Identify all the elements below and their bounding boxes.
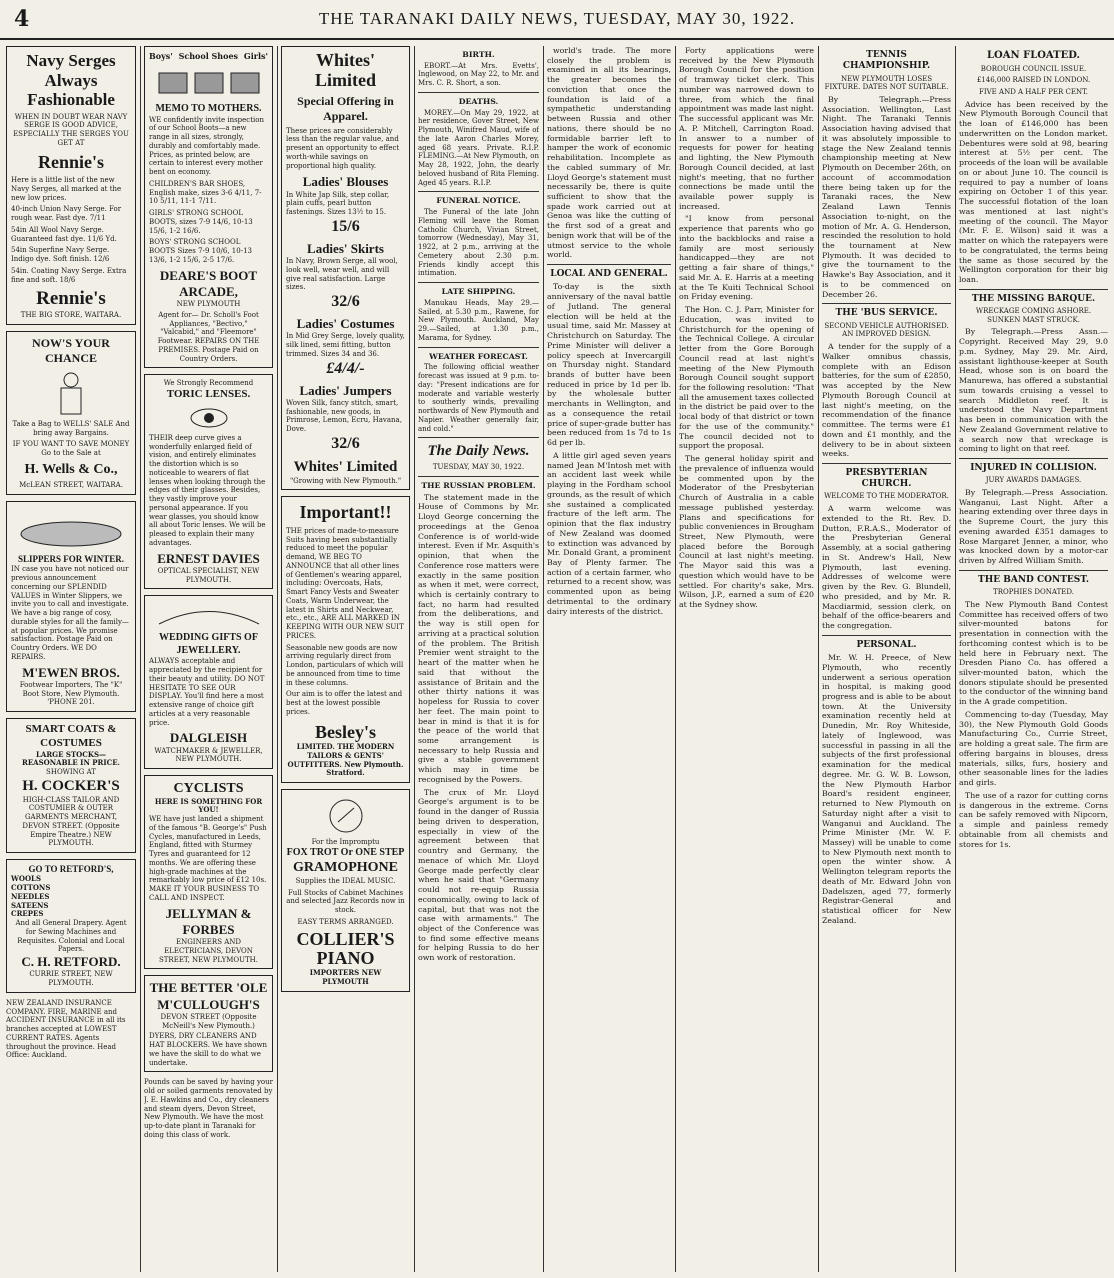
newspaper-header <box>0 0 1114 40</box>
ad-body: DYERS, DRY CLEANERS AND HAT BLOCKERS. We have shown we have the skill to do what we undertake. <box>149 1032 267 1067</box>
rennies-ad <box>6 46 136 325</box>
section-heading: THE BAND CONTEST. <box>978 574 1089 585</box>
ad-list-item: CREPES <box>11 909 44 919</box>
column-rule <box>277 46 278 1272</box>
section-heading: LOCAL AND GENERAL. <box>550 269 668 280</box>
ernest-davies-ad <box>144 374 273 589</box>
ad-title: Important!! <box>299 502 392 523</box>
section-heading: DEATHS. <box>458 96 499 106</box>
shoe-brand-labels <box>149 51 268 61</box>
ad-list-item: SATEENS <box>11 900 49 910</box>
section-subheading: JURY AWARDS DAMAGES. <box>985 476 1082 485</box>
divider <box>959 458 1108 459</box>
insurance-notice: NEW ZEALAND INSURANCE COMPANY. FIRE, MARINE and ACCIDENT INSURANCE in all its branches accepted at LOWEST CURRENT RATES. Agents throughout the province. Head Office: Auckland. <box>6 998 126 1060</box>
section-heading: LATE SHIPPING. <box>441 287 516 297</box>
divider <box>822 635 951 636</box>
ad-sub: "Growing with New Plymouth." <box>289 476 402 485</box>
ad-title: THE BETTER 'OLE <box>149 980 268 996</box>
ad-body: Agent for— Dr. Scholl's Foot Appliances, "Bectivo," "Valcabid," and "Fleemore" Footwear. REPAIRS ON THE PREMISES. Postage Paid on Country Orders. <box>157 310 260 363</box>
colliers-ad <box>281 789 410 992</box>
editorial-text: world's trade. The more closely the problem is examined in all its bearings, the greater becomes the conviction that once the foundation is laid of a sympathetic understanding between Russia and other nations, there should be no formidable barrier left to hamper the work of economic rehabilitation. Incomplete as the cabled summary of Mr. Lloyd George's statement must necessarily be, there is quite sufficient to show that the spade work carried out at Genoa was like the cutting of the first sod of a great and benign work that will be of the utmost service to the whole world. <box>547 46 671 260</box>
ad-body: Supplies the IDEAL MUSIC. <box>295 876 396 885</box>
section-subheading: FIVE AND A HALF PER CENT. <box>979 88 1088 96</box>
article-text: Advice has been received by the New Plymouth Borough Council that the loan of £146,000 has been underwritten on the London market. Debentures were sold at 98, bearing interest at 5½ per cent. The proceeds of the loan will be available on or about June 10. The council is required to pay a number of loans expiring on October 1 of this year. The successful flotation of the loan was mentioned at last night's meeting of the council. The Mayor (Mr. F. E. Wilson) said it was a matter on which the ratepayers were to be congratulated, the terms being the same as those secured by the Wellington corporation for their big loan. <box>959 99 1108 284</box>
product-desc: In White Jap Silk, step collar, plain cuffs, pearl button fastenings. Sizes 13½ to 15. <box>286 190 390 217</box>
slipper-illustration-icon <box>16 510 126 550</box>
ad-title: CYCLISTS <box>173 781 244 796</box>
section-heading: PRESBYTERIAN CHURCH. <box>845 467 928 490</box>
ad-sub: WATCHMAKER & JEWELLER, NEW PLYMOUTH. <box>154 746 263 764</box>
product-price: £4/4/- <box>326 359 365 377</box>
cockers-ad <box>6 718 136 853</box>
ad-sub: Footwear Importers, The "K" Boot Store, New Plymouth. 'PHONE 201. <box>19 680 123 707</box>
section-subheading: SECOND VEHICLE AUTHORISED. AN IMPROVED DESIGN. <box>824 321 949 339</box>
ad-body: IN case you have not noticed our previous announcement concerning our SPLENDID VALUES in Winter Slippers, we invite you to call and investigate. We have a big range of cosy, durable styles for all the family—at popular prices. We promise satisfaction. Postage Paid on Country Orders. WE DO REPAIRS. <box>11 565 129 661</box>
ad-body: Our aim is to offer the latest and best at the lowest possible prices. <box>286 690 403 716</box>
besley-ad <box>281 496 410 783</box>
ad-title: GRAMOPHONE <box>293 860 398 876</box>
ad-brand: M'CULLOUGH'S <box>157 996 260 1012</box>
divider <box>822 463 951 464</box>
section-heading: THE MISSING BARQUE. <box>971 293 1096 304</box>
product-title: Ladies' Costumes <box>296 316 395 332</box>
article-text: To-day is the sixth anniversary of the naval battle of Jutland. The general election will be held at the usual time, said Mr. Massey at Christchurch on Saturday. The Prime Minister will deliver a policy speech at Invercargill on Thursday night. Standard brands of butter have been reduced in price by 1d per lb. by the wholesale butter merchants in Wellington, and as a consequence the retail price of super-grade butter has been reduced from 1s 7d to 1s 6d per lb. <box>547 282 671 448</box>
article-text: A warm welcome was extended to the Rt. Rev. D. Dutton, F.R.A.S., Moderator of the Presbyterian General Assembly, at a social gathering in St. Andrew's Hall, New Plymouth, last evening. Addresses of welcome were given by the Rev. G. Blundell, who presided, and by Mr. R. Macdiarmid, session clerk, on behalf of the office-bearers and the congregation. <box>822 504 951 631</box>
section-subheading: WRECKAGE COMING ASHORE. SUNKEN MAST STRUCK. <box>975 306 1092 324</box>
ad-list-item: COTTONS <box>11 883 51 893</box>
column-rule <box>675 46 676 1272</box>
ad-body: And all General Drapery. Agent for Sewing Machines and Requisites. Colonial and Local Papers. <box>15 919 127 954</box>
section-subheading: NEW PLYMOUTH LOSES FIXTURE. DATES NOT SUITABLE. <box>824 74 949 92</box>
article-text: The use of a razor for cutting corns is dangerous in the extreme. Corns can be safely removed with Nipcorn, a simple and painless remedy obtainable from all chemists and stores for 1s. <box>959 790 1108 849</box>
ad-title: Special Offering in Apparel. <box>297 93 394 123</box>
article-text: The Hon. C. J. Parr, Minister for Education, was invited to Christchurch for the opening of the Technical College. A circular letter from the Gore Borough Council read at last night's meeting of the New Plymouth Borough Council sought support for the following resolution: "That all the amusement taxes collected in the district be paid over to the local body of that district or town for the use of the community." The council decided not to support the proposal. <box>679 305 814 451</box>
article-text: Mr. W. H. Preece, of New Plymouth, who recently underwent a serious operation in hospital, is making good progress and is able to be about town. At the University examination recently held at Dunedin, Mr. Roy Whiteside, lately of Inglewood, was successful in passing in all the subjects of the first professional examination for the medical degree. Mr. G. W. B. Lowson, the New Plymouth Harbor Board's resident engineer, returned to New Plymouth on Saturday night after a visit to Wanganui and Auckland. The Prime Minister (Mr. W. F. Massey) will be unable to come to New Plymouth next month to open the winter show. A Wellington telegram reports the death of Mr. Edward John von Dadelszen, aged 77, formerly Registrar-General and statistical officer for New Zealand. <box>822 653 951 925</box>
whites-ad <box>281 46 410 490</box>
ad-intro: For the Impromptu <box>311 838 380 847</box>
editorial-text: The statement made in the House of Commons by Mr. Lloyd George concerning the proceedings at the Genoa Conference is of world-wide interest. Even if Mr. Asquith's opinion, that when the Conference rose matters were exactly in the same position as when it met, were correct, which is certainly contrary to fact, no harm had resulted from the deliberations, and the way is still open for arriving at a practical solution of the problem. The British Premier went straight to the heart of the matter when he said that without the assistance of Britain and the other thirty nations it was hopeless for Russia to cover her feet. The main point to bear in mind is that it is for the peace of the world that some arrangement is necessary to help Russia and give a stable government which may in time be recognised by the Powers. <box>418 492 539 784</box>
article-text: Commencing to-day (Tuesday, May 30), the New Plymouth Gold Goods Manufacturing Co., Currie Street, are holding a great sale. The firm are offering bargains in blouses, dress materials, silks, furs, hosiery and other seasonable lines for the ladies and girls. <box>959 709 1108 788</box>
ad-body: WE confidently invite inspection of our School Boots—a new range in all sizes, strongly, durably and comfortably made. Prices, as printed below, are certain to interest every mother bent on economy. <box>149 115 264 176</box>
column-rule <box>543 46 544 1272</box>
ad-brand: DEARE'S BOOT ARCADE, <box>159 267 258 299</box>
ad-body: ALWAYS acceptable and appreciated by the recipient for their beauty and utility. DO NOT HESITATE TO SEE OUR DISPLAY. You'll find here a most extensive range of choice gift articles at a very reasonable price. <box>149 657 265 727</box>
notice-text: EBORT.—At Mrs. Evetts', Inglewood, on May 22, to Mr. and Mrs. C. R. Short, a son. <box>418 61 539 88</box>
ad-sub: SHOWING AT <box>46 768 96 777</box>
editorial-masthead: The Daily News. <box>427 443 530 460</box>
article-text: By Telegraph.—Press Association. Wanganui, Last Night. After a hearing extending over three days in the Supreme Court, the jury this evening awarded £351 damages to Rose Margaret Jenner, a minor, who was knocked down by a motor-car driven by Alfred William Smith. <box>959 488 1108 566</box>
article-text: By Telegraph.—Press Association. Wellington, Last Night. The Taranaki Tennis Association having advised that it was absolutely impossible to stage the New Zealand tennis championship meeting at New Plymouth on December 26th, on account of accommodation there being taken up for the Taranaki races, the New Zealand Lawn Tennis Association to-night, on the motion of Mr. A. G. Henderson, rescinded the resolution to hold the tournament at New Plymouth. It was decided to give the tournament to the Hawke's Bay Association, and it is to be commenced on December 26. <box>822 95 951 299</box>
divider <box>418 92 539 93</box>
section-heading: THE 'BUS SERVICE. <box>835 308 938 319</box>
ad-sub: HERE IS SOMETHING FOR YOU! <box>154 796 263 815</box>
divider <box>418 347 539 348</box>
ad-intro: We Strongly Recommend <box>163 379 254 388</box>
ad-brand: Rennie's <box>37 151 104 172</box>
ad-sub: LIMITED. THE MODERN TAILORS & GENTS' OUTFITTERS. New Plymouth. Stratford. <box>287 742 404 778</box>
section-heading: LOAN FLOATED. <box>986 50 1081 61</box>
ad-item: BOYS' STRONG SCHOOL BOOTS Sizes 7-9 10/6, 10-13 13/6, 1-2 15/6, 2-5 17/6. <box>149 238 252 264</box>
section-subheading: WELCOME TO THE MODERATOR. <box>824 492 949 501</box>
divider <box>959 570 1108 571</box>
ad-list-item: NEEDLES <box>11 891 50 901</box>
ad-body: THEIR deep curve gives a wonderfully enlarged field of vision, and entirely eliminates the distortion which is so noticeable to wearers of flat lenses when looking through the edges of their glasses. Besides, they vastly improve your personal appearance. If you wear glasses, you should know all about Toric lenses. We will be pleased to explain their many advantages. <box>149 433 266 547</box>
section-subheading: TROPHIES DONATED. <box>993 588 1074 597</box>
product-price: 32/6 <box>331 434 360 452</box>
ad-brand: Besley's <box>315 721 376 742</box>
ad-body: EASY TERMS ARRANGED. <box>297 917 394 926</box>
column-7 <box>822 46 951 1272</box>
ad-title: MEMO TO MOTHERS. <box>155 103 262 114</box>
ad-body: Here is a little list of the new Navy Serges, all marked at the new low prices. <box>11 176 122 202</box>
ad-title: Navy Serges Always Fashionable <box>26 51 116 110</box>
column-5 <box>547 46 671 1272</box>
divider <box>418 437 539 438</box>
ad-brand: H. Wells & Co., <box>24 461 118 477</box>
ad-title: SLIPPERS FOR WINTER. <box>17 554 125 565</box>
notice-text: The Funeral of the late John Fleming will leave the Roman Catholic Church, Vivian Street, tomorrow (Wednesday), May 31, 1922, at 2 p.m., arriving at the Cemetery about 2.30 p.m. Friends kindly accept this intimation. <box>418 208 539 278</box>
column-6 <box>679 46 814 1272</box>
ad-sub: THE BIG STORE, WAITARA. <box>20 311 122 320</box>
ad-item: 54in. Coating Navy Serge. Extra fine and soft. 18/6 <box>11 266 127 284</box>
article-text: "I know from personal experience that parents who go into the backblocks and raise a family are most seriously handicapped—they are not getting a fair share of things," said Mr. A. E. Harris at a meeting at the Te Kuiti Technical School on Friday evening. <box>679 214 814 302</box>
section-subheading: £146,000 RAISED IN LONDON. <box>976 76 1091 85</box>
column-4 <box>418 46 539 1272</box>
ad-sub: LARGE STOCKS— REASONABLE IN PRICE. <box>22 749 120 768</box>
divider <box>418 191 539 192</box>
editorial-text: The crux of Mr. Lloyd George's argument is to be found in the danger of Russia being driven to desperation, especially in view of the agreement between that country and Germany, the menace of which Mr. Lloyd George made perfectly clear when he said that "Germany could not re-equip Russia economically, owing to lack of capital, but that was not the case with armaments." The object of the Conference was to find some effective means for helping Russia to do her own work of restoration. <box>418 787 539 963</box>
column-8 <box>959 46 1108 1272</box>
masthead: THE TARANAKI DAILY NEWS, TUESDAY, MAY 30, 1922. <box>318 9 796 28</box>
ad-brand: COLLIER'S PIANO <box>296 928 395 969</box>
ad-brand: Whites' Limited <box>293 458 398 475</box>
article-text: A tender for the supply of a Walker omnibus chassis, complete with an Edison batteries, for the sum of £2850, was accepted by the New Plymouth Borough Council at last night's meeting, on the recommendation of the finance committee. The terms were £1 down and £1 monthly, and the delivery to be in about sixteen weeks. <box>822 342 951 459</box>
ad-body: These prices are considerably less than the regular value, and present an opportunity to effect worth-while savings on proportional high quality. <box>286 126 400 170</box>
ad-item: GIRLS' STRONG SCHOOL BOOTS, sizes 7-9 14/6, 10-13 15/6, 1-2 16/6. <box>149 209 253 235</box>
ad-body: Take a Bag to WELLS' SALE And bring away Bargains. <box>12 419 130 437</box>
section-heading: FUNERAL NOTICE. <box>436 196 521 206</box>
ad-sub: IMPORTERS NEW PLYMOUTH <box>309 968 382 986</box>
ad-body: Full Stocks of Cabinet Machines and selected Jazz Records now in stock. <box>286 888 405 915</box>
article-text: The New Plymouth Band Contest Committee has received offers of two silver-mounted batons for presentation in connection with the forthcoming contest which is to be held here in February next. The Dresden Piano Co. has offered a silver-mounted baton, which the donors stipulate should be presented to the conductor of the winning band in the A grade competition. <box>959 599 1108 707</box>
column-rule <box>955 46 956 1272</box>
shoes-illustration-icon <box>154 65 264 99</box>
ad-body: IF YOU WANT TO SAVE MONEY Go to the Sale at <box>12 440 130 458</box>
column-rule <box>414 46 415 1272</box>
ad-brand: DALGLEISH <box>169 730 248 746</box>
divider <box>418 282 539 283</box>
ad-title: NOW'S YOUR CHANCE <box>32 335 110 365</box>
product-title: Ladies' Skirts <box>307 240 384 256</box>
article-text: By Telegraph.—Press Assn.—Copyright. Received May 29, 9.0 p.m. Sydney, May 29. Mr. Aird, assistant lighthouse-keeper at South Head, whose son is on board the Manurewa, has offered a substantial sum towards cruising a vessel to search Middleton reef. It is understood the Navy Department has been in communication with the New Zealand Government relative to a search now that wreckage is coming to light on that reef. <box>959 327 1108 454</box>
ad-sub: CURRIE STREET, NEW PLYMOUTH. <box>29 970 113 988</box>
ad-title: WEDDING GIFTS OF JEWELLERY. <box>159 632 258 656</box>
product-title: Ladies' Jumpers <box>299 382 392 398</box>
editorial-date: TUESDAY, MAY 30, 1922. <box>432 463 525 472</box>
ad-brand: M'EWEN BROS. <box>22 664 120 680</box>
product-price: 15/6 <box>331 217 360 235</box>
section-subheading: BOROUGH COUNCIL ISSUE. <box>980 64 1087 73</box>
section-heading: WEATHER FORECAST. <box>429 351 528 361</box>
ad-brand: JELLYMAN & FORBES <box>165 905 252 937</box>
section-heading: BIRTH. <box>462 50 495 59</box>
column-3 <box>281 46 410 1272</box>
mcewen-ad <box>6 501 136 712</box>
notice-text: Manukau Heads, May 29.—Sailed, at 5.30 p.m., Rawene, for New Plymouth. Auckland, May 29.—Sailed, at 1.30 p.m., Marama, for Sydney. <box>418 298 539 342</box>
school-shoes-label: School Shoes <box>178 51 239 61</box>
ad-item: 54in All Wool Navy Serge. Guaranteed fast dye. 11/6 Yd. <box>11 225 117 243</box>
divider <box>547 264 671 265</box>
article-text: A little girl aged seven years named Jean M'Intosh met with an accident last week while playing in the Fordham school grounds, as the result of which she sustained a complicated fracture of the left arm. The opinion that the flax industry of New Zealand was doomed to extinction was advanced by Mr. Donald Grant, a prominent Bay of Plenty farmer. The action of a certain farmer, who returned to a recent show, was commented upon as being detrimental to the ordinary dairy interests of the district. <box>547 450 671 616</box>
girls-label: Girls' <box>243 51 268 61</box>
product-desc: In Navy, Brown Serge, all wool, look well, wear well, and will give real satisfaction. Large sizes. <box>286 257 398 292</box>
ad-body: Seasonable new goods are now arriving regularly direct from London, particulars of which will be announced from time to time in these columns. <box>286 643 404 687</box>
ad-brand: ERNEST DAVIES <box>157 550 260 566</box>
deares-ad <box>144 46 273 368</box>
product-title: Ladies' Blouses <box>302 174 389 190</box>
ad-title: GO TO RETFORD'S, <box>28 864 114 875</box>
ad-sub: FOX TROT Or ONE STEP <box>286 846 405 858</box>
ad-sub: ENGINEERS AND ELECTRICIANS, DEVON STREET, NEW PLYMOUTH. <box>158 938 259 964</box>
product-desc: In Mid Grey Serge, lovely quality, silk lined, semi fitting, button trimmed. Sizes 34 and 36. <box>286 332 405 358</box>
ad-item: CHILDREN'S BAR SHOES, English make, sizes 3-6 4/11, 7-10 5/11, 11-1 7/11. <box>149 179 262 206</box>
product-price: 32/6 <box>331 293 360 311</box>
boys-label: Boys' <box>149 51 173 61</box>
ad-brand: H. COCKER'S <box>22 777 120 794</box>
jewellery-illustration-icon <box>154 604 264 628</box>
ad-list-item: WOOLS <box>11 874 42 884</box>
eye-illustration-icon <box>189 406 229 430</box>
wells-ad <box>6 331 136 495</box>
article-text: Forty applications were received by the New Plymouth Borough Council for the position of tramway ticket clerk. This number was narrowed down to three, from which the final appointment was made last night. The successful applicant was Mr. A. P. Mitchell, Carrington Road. In answer to a number of requests for power for heating and lighting, the New Plymouth Borough Council decided, at last night's meeting, that no further connections be made until the available power supply is increased. <box>679 46 814 211</box>
ad-title: TORIC LENSES. <box>166 388 251 400</box>
column-rule <box>818 46 819 1272</box>
man-illustration-icon <box>51 370 91 416</box>
article-text: The general holiday spirit and the prevalence of influenza would be commented upon by the Moderator of the Presbyterian Church of Australia in a cable message published yesterday. Plans and specifications for public conveniences in Brougham Street, New Plymouth, were placed before the Borough Council at last night's meeting. The Mayor said this was a question which would have to be settled. For charity's sake, Mrs. Wilson, J.P., earned a sum of £20 at the Sydney show. <box>679 454 814 610</box>
ad-body: THE prices of made-to-measure Suits having been substantially reduced to meet the popular demand, WE BEG TO ANNOUNCE that all other lines of Gentlemen's wearing apparel, including: Overcoats, Hats, Smart Fancy Vests and Sweater Coats, Warm Underwear, the latest in Shirts and Neckwear, etc., etc., ARE ALL MARKED IN KEEPING WITH OUR NEW SUIT PRICES. <box>286 526 404 640</box>
divider <box>959 289 1108 290</box>
retford-ad <box>6 859 136 993</box>
ad-item: 40-inch Union Navy Serge. For rough wear. Fast dye. 7/11 <box>11 205 122 223</box>
ad-brand: Whites' Limited <box>315 50 376 90</box>
divider <box>418 476 539 477</box>
ad-brand: C. H. RETFORD. <box>21 954 121 970</box>
ad-sub: McLEAN STREET, WAITARA. <box>19 481 123 490</box>
notice-text: MOREY.—On May 29, 1922, at her residence, Gover Street, New Plymouth, Winifred Maud, wife of the late Aaron Charles Morey, aged 68 years. Private. R.I.P. FLEMING.—At New Plymouth, on May 28, 1922, John, the dearly beloved husband of Rita Fleming. Aged 45 years. R.I.P. <box>418 108 539 187</box>
section-heading: INJURED IN COLLISION. <box>970 463 1097 473</box>
dalgleish-ad <box>144 595 273 769</box>
column-2 <box>144 46 273 1272</box>
ad-sub: OPTICAL SPECIALIST, NEW PLYMOUTH. <box>157 566 260 584</box>
ad-title: SMART COATS & COSTUMES <box>25 723 117 749</box>
gramophone-logo-icon <box>326 798 366 834</box>
ad-sub: HIGH-CLASS TAILOR AND COSTUMIER & OUTER GARMENTS MERCHANT, DEVON STREET. (Opposite Empire Theatre.) NEW PLYMOUTH. <box>22 795 120 848</box>
dry-cleaning-notice: Pounds can be saved by having your old or soiled garments renovated by J. E. Hawkins and Co., dry cleaners and steam dyers, Devon Street, New Plymouth. We have the most up-to-date plant in Taranaki for doing this class of work. <box>144 1078 273 1139</box>
ad-sub: DEVON STREET (Opposite McNeill's New Plymouth.) <box>160 1012 257 1030</box>
ad-item: 54in Superfine Navy Serge. Indigo dye. Soft finish. 12/6 <box>11 246 110 264</box>
divider <box>822 303 951 304</box>
editorial-heading: THE RUSSIAN PROBLEM. <box>421 480 536 490</box>
mccullough-ad <box>144 975 273 1072</box>
product-desc: Woven Silk, fancy stitch, smart, fashionable, new goods, in Primrose, Lemon, Ecru, Havana, Dove. <box>286 398 402 434</box>
column-rule <box>140 46 141 1272</box>
section-heading: PERSONAL. <box>856 639 917 650</box>
notice-text: The following official weather forecast was issued at 9 p.m. to-day: "Present indications are for moderate and variable westerly to southerly winds, prevailing northwards of New Plymouth and Napier. Weather generally fair, and cold." <box>418 363 539 433</box>
ad-brand: Rennie's <box>36 288 106 310</box>
ad-sub: NEW PLYMOUTH <box>176 300 241 308</box>
page-number: 4 <box>14 6 30 32</box>
column-1 <box>6 46 136 1272</box>
section-heading: TENNIS CHAMPIONSHIP. <box>842 50 931 72</box>
jellyman-ad <box>144 775 273 969</box>
ad-body: WE have just landed a shipment of the famous "B. George's" Push Cycles, manufactured in Leeds, England, fitted with Sturmey Tyres and guaranteed for 12 months. We are offering these high-grade machines at the remarkably low price of £12 10s. MAKE IT YOUR BUSINESS TO CALL AND INSPECT. <box>149 815 267 902</box>
ad-intro: WHEN IN DOUBT WEAR NAVY SERGE IS GOOD ADVICE, ESPECIALLY THE SERGES YOU GET AT <box>13 112 129 147</box>
